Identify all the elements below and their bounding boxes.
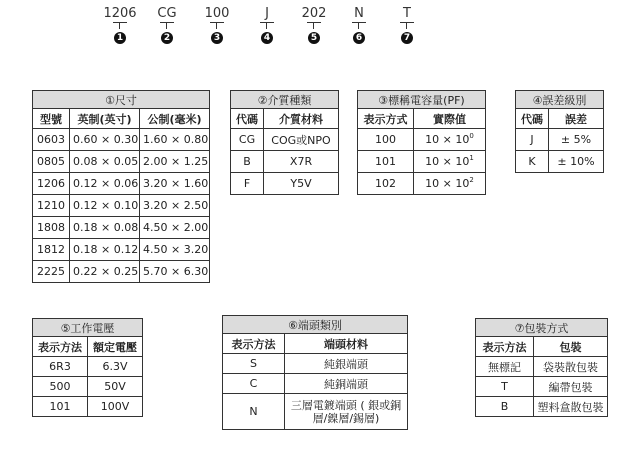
table-cell: 1210 bbox=[33, 195, 70, 217]
table-cell: 101 bbox=[33, 397, 88, 417]
tolerance-table bbox=[515, 90, 604, 173]
table-cell: ± 10% bbox=[549, 151, 604, 173]
table-cell: F bbox=[231, 173, 264, 195]
column-header: 誤差 bbox=[549, 109, 604, 129]
table-cell: 0.22 × 0.25 bbox=[70, 261, 140, 283]
code-text: 1206 bbox=[103, 6, 137, 21]
value-exponent: 0 bbox=[469, 132, 474, 140]
column-header: 表示方法 bbox=[223, 334, 285, 354]
column-header: 表示方法 bbox=[33, 337, 88, 357]
tick-marker bbox=[210, 22, 224, 29]
table-cell: CG bbox=[231, 129, 264, 151]
table-cell: K bbox=[516, 151, 549, 173]
column-header: 端頭材料 bbox=[285, 334, 408, 354]
table-cell: 1808 bbox=[33, 217, 70, 239]
code-segment-size bbox=[98, 6, 142, 44]
table-row bbox=[358, 173, 486, 195]
table-cell: 0.60 × 0.30 bbox=[70, 129, 140, 151]
column-header: 表示方式 bbox=[358, 109, 414, 129]
tick-marker bbox=[160, 22, 174, 29]
table-cell: C bbox=[223, 374, 285, 394]
table-cell: S bbox=[223, 354, 285, 374]
table-row bbox=[231, 151, 339, 173]
table-cell: 三層電鍍端頭 ( 銀或銅層/鎳層/錫層) bbox=[285, 394, 408, 430]
circled-number: 7 bbox=[401, 32, 413, 44]
column-header: 包裝 bbox=[534, 337, 608, 357]
table-cell: 100 bbox=[358, 129, 414, 151]
value-exponent: 1 bbox=[469, 154, 474, 162]
code-text: N bbox=[354, 6, 364, 21]
code-segment-termination bbox=[337, 6, 381, 44]
table-cell: 6.3V bbox=[88, 357, 143, 377]
table-row bbox=[33, 397, 143, 417]
table-cell: 0.08 × 0.05 bbox=[70, 151, 140, 173]
code-segment-tolerance bbox=[245, 6, 289, 44]
table-cell: 50V bbox=[88, 377, 143, 397]
code-text: 202 bbox=[301, 6, 327, 21]
column-header: 表示方法 bbox=[476, 337, 534, 357]
table-row bbox=[476, 397, 608, 417]
circled-number: 1 bbox=[114, 32, 126, 44]
table-cell: X7R bbox=[264, 151, 339, 173]
table-cell: 0.12 × 0.06 bbox=[70, 173, 140, 195]
table-row bbox=[33, 151, 210, 173]
column-header: 代碼 bbox=[516, 109, 549, 129]
table-cell: 純銅端頭 bbox=[285, 374, 408, 394]
table-row bbox=[516, 151, 604, 173]
table-cell: 0805 bbox=[33, 151, 70, 173]
table-row bbox=[33, 195, 210, 217]
termination-table bbox=[222, 315, 408, 430]
table-title: ⑤工作電壓 bbox=[33, 319, 143, 337]
circled-number: 2 bbox=[161, 32, 173, 44]
table-cell: B bbox=[231, 151, 264, 173]
table-cell: ± 5% bbox=[549, 129, 604, 151]
table-cell: 2.00 × 1.25 bbox=[140, 151, 210, 173]
table-title: ②介質種類 bbox=[231, 91, 339, 109]
table-cell bbox=[414, 151, 486, 173]
table-cell: 5.70 × 6.30 bbox=[140, 261, 210, 283]
table-row bbox=[33, 357, 143, 377]
column-header: 介質材料 bbox=[264, 109, 339, 129]
table-row bbox=[516, 129, 604, 151]
table-title: ④誤差級別 bbox=[516, 91, 604, 109]
table-title: ③標稱電容量(PF) bbox=[358, 91, 486, 109]
table-row bbox=[476, 357, 608, 377]
table-cell: 1.60 × 0.80 bbox=[140, 129, 210, 151]
table-cell: 100V bbox=[88, 397, 143, 417]
table-cell bbox=[414, 173, 486, 195]
size-table bbox=[32, 90, 210, 283]
table-row bbox=[231, 129, 339, 151]
table-cell: 編帶包裝 bbox=[534, 377, 608, 397]
table-cell: N bbox=[223, 394, 285, 430]
table-cell bbox=[414, 129, 486, 151]
table-row bbox=[33, 129, 210, 151]
dielectric-table bbox=[230, 90, 339, 195]
table-row bbox=[33, 173, 210, 195]
table-cell: B bbox=[476, 397, 534, 417]
table-cell: T bbox=[476, 377, 534, 397]
table-row bbox=[358, 151, 486, 173]
table-row bbox=[358, 129, 486, 151]
table-row bbox=[231, 173, 339, 195]
circled-number: 4 bbox=[261, 32, 273, 44]
table-cell: 純銀端頭 bbox=[285, 354, 408, 374]
tick-marker bbox=[260, 22, 274, 29]
table-cell: 0603 bbox=[33, 129, 70, 151]
table-cell: 1812 bbox=[33, 239, 70, 261]
capacitance-table bbox=[357, 90, 486, 195]
voltage-table bbox=[32, 318, 143, 417]
table-cell: 4.50 × 2.00 bbox=[140, 217, 210, 239]
value-exponent: 2 bbox=[469, 176, 474, 184]
value-base: 10 × 10 bbox=[425, 177, 470, 190]
table-row bbox=[33, 239, 210, 261]
column-header: 英制(英寸) bbox=[70, 109, 140, 129]
table-cell: 101 bbox=[358, 151, 414, 173]
circled-number: 3 bbox=[211, 32, 223, 44]
tick-marker bbox=[307, 22, 321, 29]
tick-marker bbox=[113, 22, 127, 29]
code-text: CG bbox=[157, 6, 177, 21]
table-cell: 塑料盒散包裝 bbox=[534, 397, 608, 417]
table-cell: 6R3 bbox=[33, 357, 88, 377]
table-row bbox=[476, 377, 608, 397]
table-cell: 0.12 × 0.10 bbox=[70, 195, 140, 217]
table-cell: Y5V bbox=[264, 173, 339, 195]
table-cell: 1206 bbox=[33, 173, 70, 195]
value-base: 10 × 10 bbox=[425, 155, 470, 168]
column-header: 型號 bbox=[33, 109, 70, 129]
table-cell: 袋裝散包裝 bbox=[534, 357, 608, 377]
table-cell: J bbox=[516, 129, 549, 151]
table-title: ①尺寸 bbox=[33, 91, 210, 109]
circled-number: 5 bbox=[308, 32, 320, 44]
tick-marker bbox=[352, 22, 366, 29]
code-segment-dielectric bbox=[145, 6, 189, 44]
table-row bbox=[223, 394, 408, 430]
table-cell: 2225 bbox=[33, 261, 70, 283]
table-cell: COG或NPO bbox=[264, 129, 339, 151]
value-base: 10 × 10 bbox=[425, 133, 470, 146]
tick-marker bbox=[400, 22, 414, 29]
table-cell: 4.50 × 3.20 bbox=[140, 239, 210, 261]
table-row bbox=[33, 217, 210, 239]
table-title: ⑦包裝方式 bbox=[476, 319, 608, 337]
code-segment-voltage bbox=[292, 6, 336, 44]
table-title: ⑥端頭類別 bbox=[223, 316, 408, 334]
circled-number: 6 bbox=[353, 32, 365, 44]
code-text: 100 bbox=[204, 6, 230, 21]
table-cell: 102 bbox=[358, 173, 414, 195]
table-cell: 無標記 bbox=[476, 357, 534, 377]
table-cell: 0.18 × 0.08 bbox=[70, 217, 140, 239]
table-cell: 3.20 × 2.50 bbox=[140, 195, 210, 217]
code-text: T bbox=[403, 6, 411, 21]
column-header: 實際值 bbox=[414, 109, 486, 129]
column-header: 代碼 bbox=[231, 109, 264, 129]
table-cell: 0.18 × 0.12 bbox=[70, 239, 140, 261]
table-cell: 3.20 × 1.60 bbox=[140, 173, 210, 195]
packaging-table bbox=[475, 318, 608, 417]
table-row bbox=[223, 374, 408, 394]
code-text: J bbox=[265, 6, 269, 21]
code-segment-capacitance bbox=[195, 6, 239, 44]
column-header: 額定電壓 bbox=[88, 337, 143, 357]
column-header: 公制(毫米) bbox=[140, 109, 210, 129]
table-row bbox=[33, 261, 210, 283]
code-segment-packaging bbox=[385, 6, 429, 44]
table-cell: 500 bbox=[33, 377, 88, 397]
table-row bbox=[33, 377, 143, 397]
table-row bbox=[223, 354, 408, 374]
